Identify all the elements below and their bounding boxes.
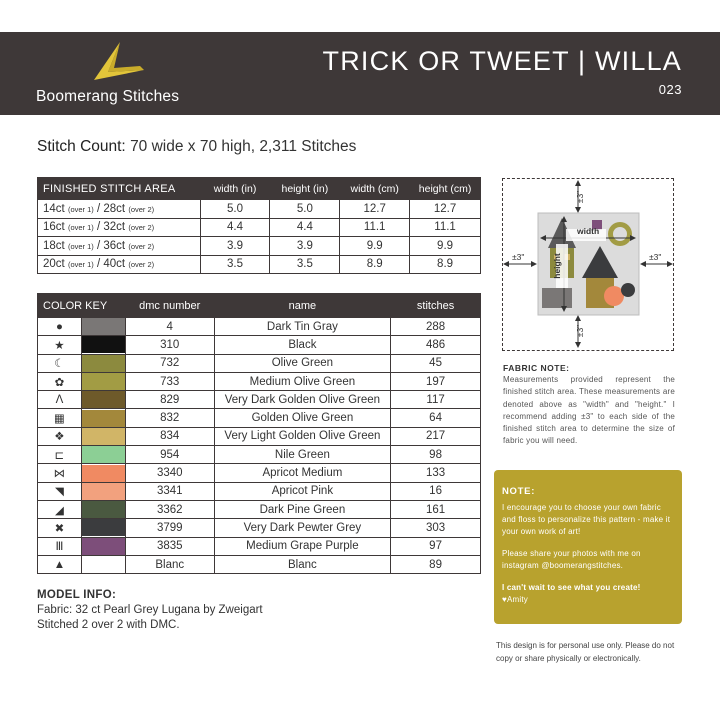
table-row (38, 446, 481, 464)
color-name-cell: Medium Grape Purple (214, 537, 391, 555)
diagram-height-label: height (551, 253, 562, 279)
dmc-number-cell: 310 (125, 336, 214, 354)
stitches-cell: 217 (391, 427, 481, 445)
table-row (38, 464, 481, 482)
table-row (38, 237, 481, 256)
table-row (38, 555, 481, 573)
symbol-icon: ⊏ (38, 446, 82, 464)
boomerang-logo-icon (90, 40, 146, 82)
stitches-cell: 64 (391, 409, 481, 427)
width-cm-cell: 9.9 (340, 237, 410, 256)
symbol-icon: ◢ (38, 500, 82, 518)
color-swatch (81, 519, 125, 537)
dmc-number-cell: 3362 (125, 500, 214, 518)
symbol-icon: ★ (38, 336, 82, 354)
dmc-number-cell: 3799 (125, 519, 214, 537)
width-cm-cell: 12.7 (340, 200, 410, 219)
table-row (38, 519, 481, 537)
symbol-icon: ✖ (38, 519, 82, 537)
color-name-cell: Nile Green (214, 446, 391, 464)
note-paragraph: Please share your photos with me on instagram @boomerangstitches. (502, 549, 641, 570)
table-row (38, 200, 481, 219)
dmc-number-cell: 3835 (125, 537, 214, 555)
height-cm-cell: 11.1 (410, 218, 481, 237)
diagram-top-margin: ±3" (575, 190, 586, 204)
color-name-cell: Dark Pine Green (214, 500, 391, 518)
model-info (37, 588, 263, 633)
diagram-width-label: width (577, 226, 600, 236)
model-stitched: Stitched 2 over 2 with DMC. (37, 619, 180, 631)
table-header-row (38, 178, 481, 200)
table-row (38, 427, 481, 445)
color-name-cell: Medium Olive Green (214, 372, 391, 390)
color-name-cell: Dark Tin Gray (214, 318, 391, 336)
count-cell: 16ct (over 1) / 32ct (over 2) (38, 218, 201, 237)
count-cell: 20ct (over 1) / 40ct (over 2) (38, 255, 201, 274)
stitches-cell: 97 (391, 537, 481, 555)
color-name-cell: Very Dark Golden Olive Green (214, 391, 391, 409)
color-swatch (81, 427, 125, 445)
stitches-cell: 161 (391, 500, 481, 518)
fabric-note (503, 362, 675, 447)
column-header: name (214, 294, 391, 318)
color-name-cell: Blanc (214, 555, 391, 573)
color-swatch (81, 318, 125, 336)
symbol-icon: Λ (38, 391, 82, 409)
header-bar (0, 32, 720, 115)
width-in-cell: 3.9 (200, 237, 270, 256)
stitches-cell: 288 (391, 318, 481, 336)
dmc-number-cell: 4 (125, 318, 214, 336)
pattern-title: TRICK OR TWEET | WILLA (322, 46, 682, 76)
column-header: width (in) (200, 178, 270, 200)
color-name-cell: Golden Olive Green (214, 409, 391, 427)
table-row (38, 336, 481, 354)
note-heading: NOTE: (502, 486, 536, 497)
width-in-cell: 5.0 (200, 200, 270, 219)
fabric-size-diagram (502, 178, 674, 351)
column-header: stitches (391, 294, 481, 318)
color-swatch (81, 446, 125, 464)
height-cm-cell: 9.9 (410, 237, 481, 256)
symbol-icon: ❖ (38, 427, 82, 445)
symbol-icon: ◥ (38, 482, 82, 500)
stitches-cell: 16 (391, 482, 481, 500)
color-swatch (81, 464, 125, 482)
color-name-cell: Black (214, 336, 391, 354)
symbol-icon: ⋈ (38, 464, 82, 482)
diagram-right-margin: ±3" (649, 252, 662, 262)
column-header: FINISHED STITCH AREA (38, 178, 201, 200)
table-row (38, 391, 481, 409)
model-fabric: Fabric: 32 ct Pearl Grey Lugana by Zweigart (37, 604, 263, 616)
symbol-icon: ✿ (38, 372, 82, 390)
color-key-table (37, 293, 481, 574)
stitch-count-label: Stitch Count: (37, 138, 126, 155)
finished-stitch-area-table (37, 177, 481, 274)
pattern-code: 023 (658, 82, 682, 97)
dmc-number-cell: 834 (125, 427, 214, 445)
table-row (38, 218, 481, 237)
diagram-left-margin: ±3" (512, 252, 525, 262)
color-swatch (81, 555, 125, 573)
table-row (38, 255, 481, 274)
color-swatch (81, 409, 125, 427)
color-name-cell: Olive Green (214, 354, 391, 372)
count-cell: 18ct (over 1) / 36ct (over 2) (38, 237, 201, 256)
table-row (38, 372, 481, 390)
pattern-preview-image (502, 178, 674, 351)
color-swatch (81, 391, 125, 409)
width-in-cell: 4.4 (200, 218, 270, 237)
symbol-icon: Ⅲ (38, 537, 82, 555)
stitch-count (37, 138, 356, 156)
color-swatch (81, 372, 125, 390)
table-row (38, 354, 481, 372)
table-row (38, 482, 481, 500)
stitches-cell: 45 (391, 354, 481, 372)
width-cm-cell: 8.9 (340, 255, 410, 274)
stitches-cell: 486 (391, 336, 481, 354)
model-info-heading: MODEL INFO: (37, 589, 117, 601)
symbol-icon: ▦ (38, 409, 82, 427)
stitches-cell: 133 (391, 464, 481, 482)
column-header: dmc number (125, 294, 214, 318)
note-paragraph: I encourage you to choose your own fabric and floss to personalize this pattern - make it your own work of art! (502, 503, 671, 536)
stitches-cell: 98 (391, 446, 481, 464)
width-in-cell: 3.5 (200, 255, 270, 274)
stitches-cell: 303 (391, 519, 481, 537)
dmc-number-cell: 829 (125, 391, 214, 409)
dmc-number-cell: Blanc (125, 555, 214, 573)
dmc-number-cell: 3340 (125, 464, 214, 482)
height-in-cell: 5.0 (270, 200, 340, 219)
dmc-number-cell: 3341 (125, 482, 214, 500)
height-cm-cell: 12.7 (410, 200, 481, 219)
table-row (38, 537, 481, 555)
color-name-cell: Very Dark Pewter Grey (214, 519, 391, 537)
height-cm-cell: 8.9 (410, 255, 481, 274)
table-row (38, 500, 481, 518)
stitches-cell: 117 (391, 391, 481, 409)
color-swatch (81, 537, 125, 555)
fabric-note-heading: FABRIC NOTE: (503, 363, 570, 373)
personal-use-notice: This design is for personal use only. Please do not copy or share physically or electronically. (496, 641, 675, 663)
column-header: height (in) (270, 178, 340, 200)
stitches-cell: 89 (391, 555, 481, 573)
column-header: COLOR KEY (38, 294, 126, 318)
column-header: height (cm) (410, 178, 481, 200)
note-signature: ♥Amity (502, 595, 528, 604)
note-box (494, 470, 682, 624)
color-swatch (81, 500, 125, 518)
stitch-count-value: 70 wide x 70 high, 2,311 Stitches (130, 138, 357, 155)
color-name-cell: Apricot Pink (214, 482, 391, 500)
color-swatch (81, 354, 125, 372)
brand-name: Boomerang Stitches (36, 88, 180, 105)
height-in-cell: 3.9 (270, 237, 340, 256)
symbol-icon: ▲ (38, 555, 82, 573)
height-in-cell: 3.5 (270, 255, 340, 274)
color-name-cell: Apricot Medium (214, 464, 391, 482)
diagram-bottom-margin: ±3" (575, 324, 586, 338)
height-in-cell: 4.4 (270, 218, 340, 237)
color-swatch (81, 336, 125, 354)
count-cell: 14ct (over 1) / 28ct (over 2) (38, 200, 201, 219)
fabric-note-text: Measurements provided represent the finished stitch area. These measurements are denoted above as "width" and "height." I recommend adding ±3" to each side of the finished stitch area to determine the size of fabric you will need. (503, 375, 675, 446)
symbol-icon: ☾ (38, 354, 82, 372)
dmc-number-cell: 732 (125, 354, 214, 372)
symbol-icon: ● (38, 318, 82, 336)
dmc-number-cell: 832 (125, 409, 214, 427)
table-row (38, 318, 481, 336)
color-swatch (81, 482, 125, 500)
table-header-row (38, 294, 481, 318)
stitches-cell: 197 (391, 372, 481, 390)
dmc-number-cell: 954 (125, 446, 214, 464)
column-header: width (cm) (340, 178, 410, 200)
dmc-number-cell: 733 (125, 372, 214, 390)
note-closing: I can't wait to see what you create! (502, 583, 641, 592)
table-row (38, 409, 481, 427)
width-cm-cell: 11.1 (340, 218, 410, 237)
color-name-cell: Very Light Golden Olive Green (214, 427, 391, 445)
